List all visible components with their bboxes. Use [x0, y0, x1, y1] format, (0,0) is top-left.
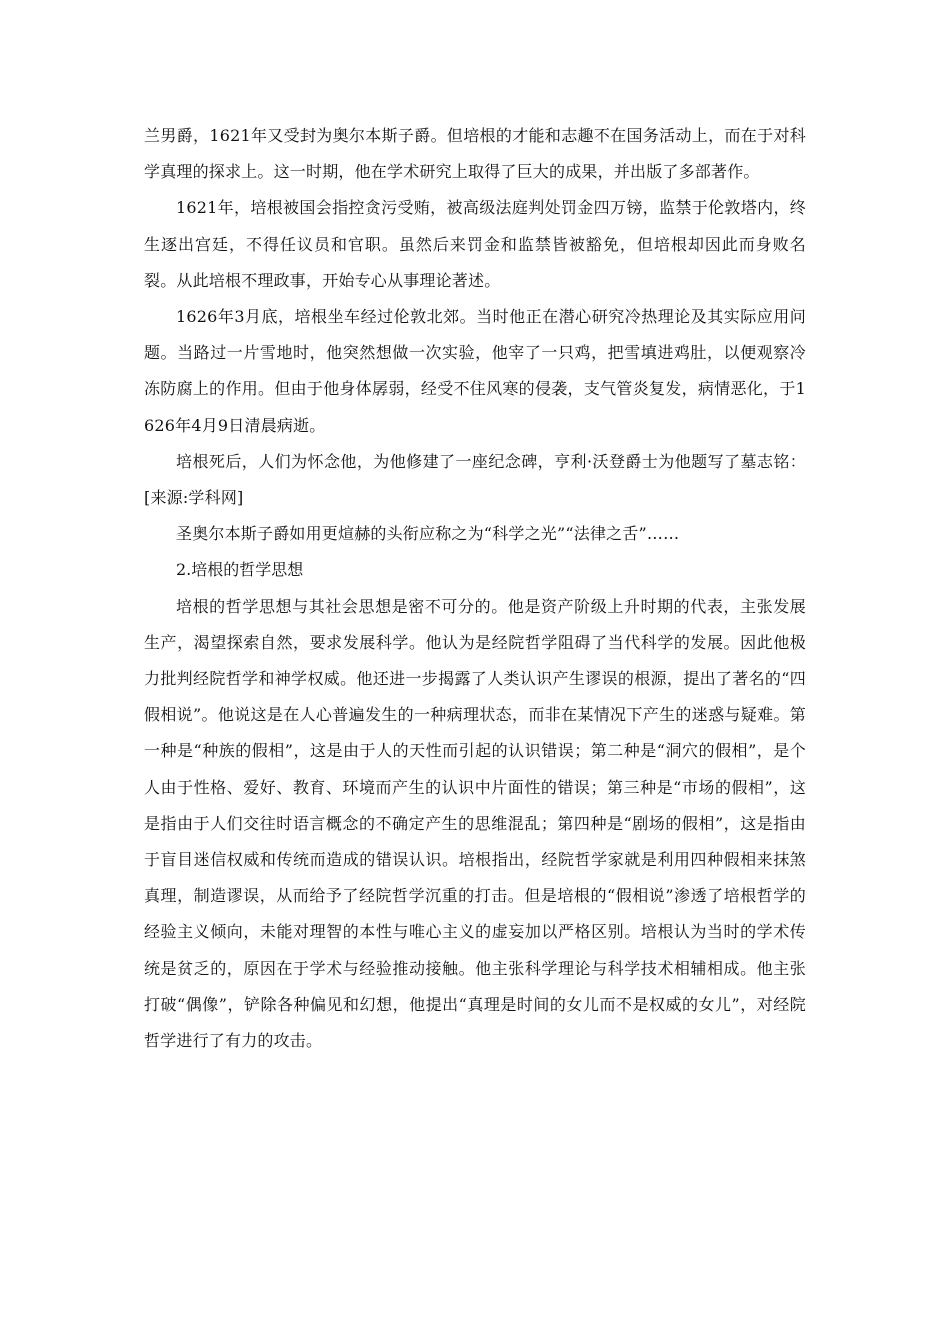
paragraph-title-continuation: 兰男爵，1621年又受封为奥尔本斯子爵。但培根的才能和志趣不在国务活动上，而在于对科学真理的探求上。这一时期，他在学术研究上取得了巨大的成果，并出版了多部著作。	[144, 126, 806, 182]
section-heading: 2.培根的哲学思想	[176, 560, 304, 580]
paragraph-philosophy: 培根的哲学思想与其社会思想是密不可分的。他是资产阶级上升时期的代表，主张发展生产，渴望探索自然，要求发展科学。他认为是经院哲学阻碍了当代科学的发展。因此他极力批判经院哲学和神学权威。他还进一步揭露了人类认识产生谬误的根源，提出了著名的“四假相说”。他说这是在人心普遍发生的一种病理状态，而非在某情况下产生的迷惑与疑难。第一种是“种族的假相”，这是由于人的天性而引起的认识错误；第二种是“洞穴的假相”，是个人由于性格、爱好、教育、环境而产生的认识中片面性的错误；第三种是“市场的假相”，这是指由于人们交往时语言概念的不确定产生的思维混乱；第四种是“剧场的假相”，这是指由于盲目迷信权威和传统而造成的错误认识。培根指出，经院哲学家就是利用四种假相来抹煞真理，制造谬误，从而给予了经院哲学沉重的打击。但是培根的“假相说”渗透了培根哲学的经验主义倾向，未能对理智的本性与唯心主义的虚妄加以严格区别。培根认为当时的学术传统是贫乏的，原因在于学术与经验推动接触。他主张科学理论与科学技术相辅相成。他主张打破“偶像”，铲除各种偏见和幻想，他提出“真理是时间的女儿而不是权威的女儿”，对经院哲学进行了有力的攻击。	[144, 596, 806, 1051]
document-page	[144, 118, 806, 1059]
paragraph-impeachment: 1621年，培根被国会指控贪污受贿，被高级法庭判处罚金四万镑，监禁于伦敦塔内，终生逐出宫廷，不得任议员和官职。虽然后来罚金和监禁皆被豁免，但培根却因此而身败名裂。从此培根不理政事，开始专心从事理论著述。	[144, 198, 806, 290]
paragraph-death: 1626年3月底，培根坐车经过伦敦北郊。当时他正在潜心研究冷热理论及其实际应用问题。当路过一片雪地时，他突然想做一次实验，他宰了一只鸡，把雪填进鸡肚，以便观察冷冻防腐上的作用。但由于他身体孱弱，经受不住风寒的侵袭，支气管炎复发，病情恶化，于1626年4月9日清晨病逝。	[144, 307, 806, 435]
paragraph-epitaph: 圣奥尔本斯子爵如用更煊赫的头衔应称之为“科学之光”“法律之舌”……	[176, 524, 680, 544]
paragraph-memorial: 培根死后，人们为怀念他，为他修建了一座纪念碑，亨利·沃登爵士为他题写了墓志铭：[来源:学科网]	[144, 451, 806, 508]
